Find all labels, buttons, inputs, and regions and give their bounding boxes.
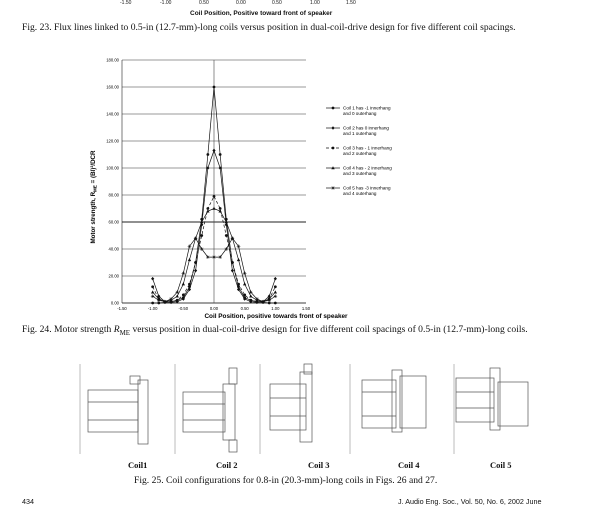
data-point xyxy=(182,272,186,276)
y-tick-label: 80.00 xyxy=(108,192,119,198)
y-tick-label: 100.00 xyxy=(106,165,119,171)
y-tick-label: 120.00 xyxy=(106,138,119,144)
chart-y-axis-label xyxy=(90,150,98,244)
x-tick-label: 1.00 xyxy=(271,306,280,311)
coil2-drawing xyxy=(175,364,237,454)
data-point xyxy=(212,149,215,153)
data-point xyxy=(243,272,247,276)
legend-item-2 xyxy=(326,126,389,137)
x-tick-label: -1.50 xyxy=(117,306,127,311)
top-tick-label: 0.50 xyxy=(199,0,209,6)
data-point xyxy=(151,302,154,305)
fig24-caption-suffix: versus position in dual-coil-drive design for five different coil spacings of 0.5-in (12.7-mm)-long coils. xyxy=(130,324,528,335)
page-number: 434 xyxy=(22,497,34,506)
data-point xyxy=(237,258,240,261)
data-point xyxy=(194,261,197,264)
data-point xyxy=(163,300,167,304)
data-point xyxy=(212,255,216,259)
legend-item-4 xyxy=(326,166,392,177)
data-point xyxy=(200,247,204,251)
data-point xyxy=(274,302,277,305)
coil4-label: Coil 4 xyxy=(398,460,420,470)
data-point xyxy=(274,294,278,298)
data-point xyxy=(151,285,154,288)
x-tick-label: -1.00 xyxy=(147,306,158,311)
ylabel-main: Motor strength, R xyxy=(90,191,97,244)
top-tick-label: 1.00 xyxy=(310,0,320,6)
data-point xyxy=(331,126,334,130)
y-tick-label: 0.00 xyxy=(110,300,119,306)
coil3-drawing xyxy=(260,364,312,454)
data-point xyxy=(213,86,216,89)
ylabel-subscript: ME xyxy=(92,185,98,192)
data-point xyxy=(237,283,240,286)
data-point xyxy=(237,245,241,249)
coil4-drawing xyxy=(350,364,426,454)
fig24-caption-prefix: Fig. 24. Motor strength xyxy=(22,324,114,335)
y-tick-label: 160.00 xyxy=(106,84,119,90)
data-point xyxy=(188,245,192,249)
x-tick-label: -0.50 xyxy=(178,306,189,311)
coil-configurations-figure xyxy=(60,362,560,460)
data-point xyxy=(231,261,234,264)
legend-item-1 xyxy=(326,106,391,117)
top-axis-title: Coil Position, Positive toward front of speaker xyxy=(190,10,333,17)
data-point xyxy=(218,255,222,259)
x-tick-label: 0.00 xyxy=(209,306,219,311)
chart-axes xyxy=(122,60,306,303)
data-point xyxy=(200,234,203,237)
legend-label-line1: Coil 4 has - 2 innerhang xyxy=(343,165,392,171)
legend-label-line1: Coil 1 has -1 innerhang xyxy=(343,105,391,111)
data-point xyxy=(332,107,335,110)
data-point xyxy=(213,195,216,198)
x-tick-label: 1.50 xyxy=(301,306,311,311)
chart-legend xyxy=(326,106,392,197)
data-point xyxy=(249,299,252,302)
legend-item-5 xyxy=(326,186,391,197)
data-point xyxy=(267,299,271,303)
data-point xyxy=(243,294,246,297)
data-point xyxy=(274,285,277,288)
legend-item-3 xyxy=(326,146,392,157)
data-point xyxy=(194,269,197,273)
data-point xyxy=(176,299,179,302)
data-point xyxy=(274,290,277,293)
chart-x-axis-label: Coil Position, positive towards front of speaker xyxy=(204,313,348,320)
data-point xyxy=(194,236,198,240)
data-point xyxy=(157,299,161,303)
y-tick-label: 20.00 xyxy=(108,273,119,279)
legend-label-line2: and 4 outerhang xyxy=(343,191,377,196)
coil3-label: Coil 3 xyxy=(308,460,330,470)
top-tick-label: -1.00 xyxy=(160,0,172,6)
data-point xyxy=(274,277,277,281)
y-tick-label: 60.00 xyxy=(108,219,119,225)
legend-label-line1: Coil 5 has -3 innerhang xyxy=(343,185,391,191)
fig25-caption: Fig. 25. Coil configurations for 0.8-in (20.3-mm)-long coils in Figs. 26 and 27. xyxy=(134,475,438,486)
top-tick-label: 0.00 xyxy=(236,0,246,6)
fig24-caption-symbol: R xyxy=(113,324,120,335)
y-tick-label: 40.00 xyxy=(108,246,119,252)
legend-label-line2: and 3 outerhang xyxy=(343,171,377,176)
chart-tick-labels xyxy=(106,58,311,312)
data-point xyxy=(151,277,154,281)
data-point xyxy=(206,153,209,156)
data-point xyxy=(255,297,259,301)
fig24-caption-subscript: ME xyxy=(119,328,131,337)
top-tick-label: 0.50 xyxy=(272,0,282,6)
data-point xyxy=(243,282,246,285)
data-point xyxy=(231,269,234,273)
y-tick-label: 140.00 xyxy=(106,111,119,117)
coil2-label: Coil 2 xyxy=(216,460,238,470)
coil5-label: Coil 5 xyxy=(490,460,512,470)
data-point xyxy=(176,294,179,297)
data-point xyxy=(231,236,235,240)
data-point xyxy=(175,290,179,294)
y-tick-label: 180.00 xyxy=(106,57,119,63)
data-point xyxy=(182,294,185,297)
data-point xyxy=(219,153,222,156)
data-point xyxy=(188,258,191,261)
data-point xyxy=(332,147,335,150)
fig23-caption: Fig. 23. Flux lines linked to 0.5-in (12.7-mm)-long coils versus position in dual-coil-drive design for five different coil spacings. xyxy=(22,22,516,33)
legend-label-line1: Coil 2 has 0 innerhang xyxy=(343,125,389,131)
data-point xyxy=(331,186,335,190)
journal-citation: J. Audio Eng. Soc., Vol. 50, No. 6, 2002 June xyxy=(398,497,542,506)
data-point xyxy=(169,297,173,301)
motor-strength-chart xyxy=(86,52,426,322)
data-point xyxy=(151,290,154,293)
data-point xyxy=(188,283,191,286)
data-point xyxy=(224,247,228,251)
data-point xyxy=(182,282,185,285)
data-point xyxy=(225,234,228,237)
data-point xyxy=(206,255,210,259)
coil5-drawing xyxy=(454,364,528,454)
legend-label-line1: Coil 3 has - 1 innerhang xyxy=(343,145,392,151)
legend-label-line2: and 2 outerhang xyxy=(343,151,377,156)
data-point xyxy=(249,294,252,297)
ylabel-rest: = (Bl)²/DCR xyxy=(90,150,97,186)
top-tick-label: -1.50 xyxy=(120,0,132,6)
data-point xyxy=(151,294,155,298)
fig24-caption xyxy=(22,324,528,337)
data-point xyxy=(212,207,215,210)
data-point xyxy=(261,300,265,304)
legend-label-line2: and 1 outerhang xyxy=(343,131,377,136)
legend-label-line2: and 0 outerhang xyxy=(343,111,377,116)
data-point xyxy=(249,290,253,294)
coil1-label: Coil1 xyxy=(128,460,148,470)
top-tick-label: 1.50 xyxy=(346,0,356,6)
x-tick-label: 0.50 xyxy=(240,306,249,311)
coil1-drawing xyxy=(80,364,148,454)
